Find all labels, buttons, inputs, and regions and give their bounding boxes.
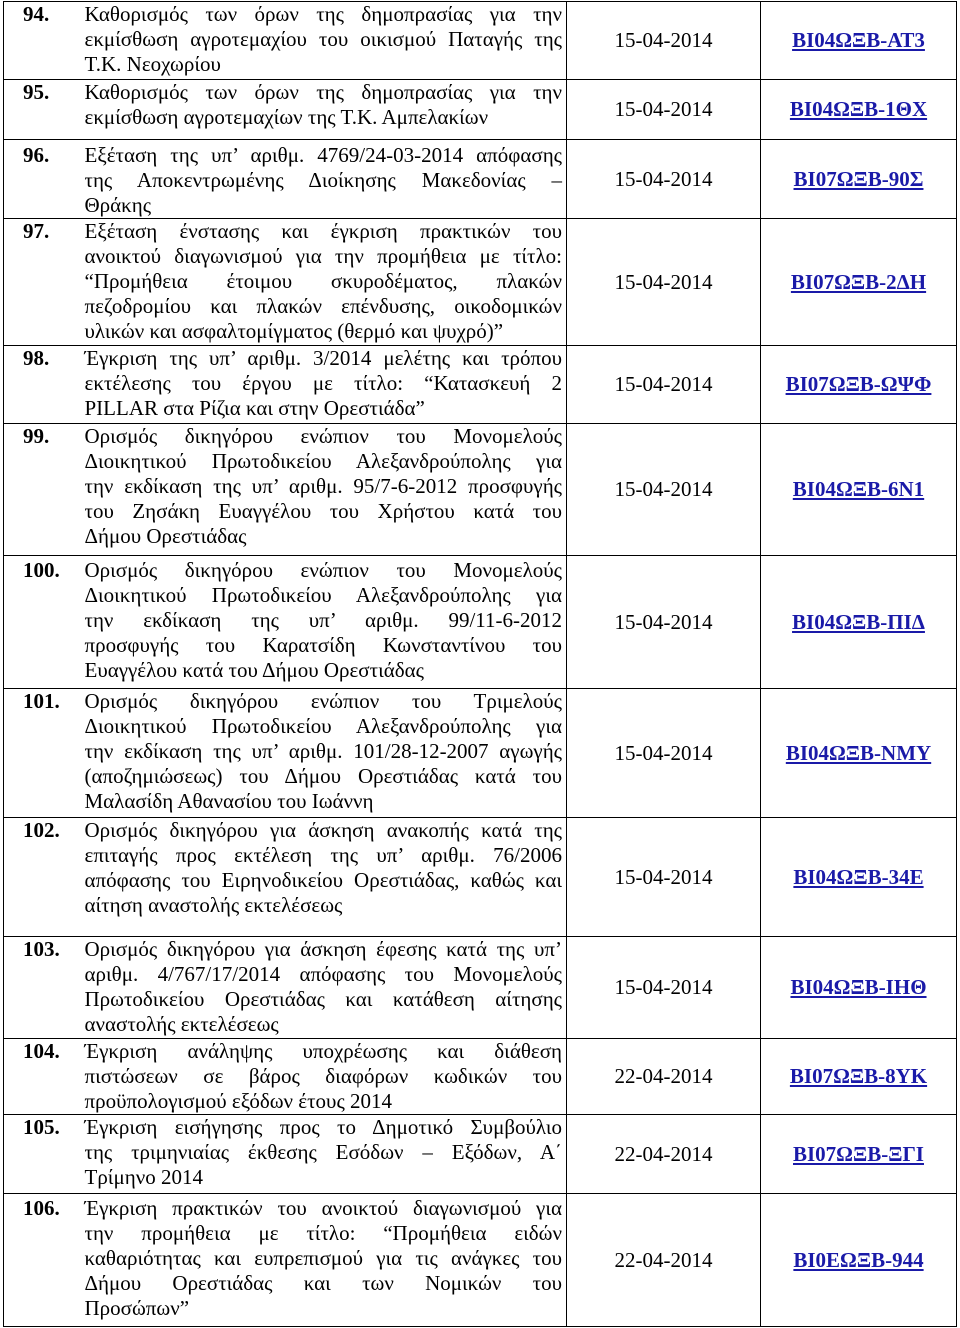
decision-date: 15-04-2014 bbox=[567, 346, 761, 424]
decision-number: 99. bbox=[4, 424, 81, 556]
subject-line: Εξέταση ένστασης και έγκριση πρακτικών του bbox=[84, 219, 562, 243]
decision-date: 15-04-2014 bbox=[567, 689, 761, 818]
decision-subject bbox=[81, 1115, 567, 1194]
decision-number: 100. bbox=[4, 556, 81, 689]
ada-code-link[interactable]: ΒΙ04ΩΞΒ-6Ν1 bbox=[792, 477, 925, 501]
subject-line: Δήμου Ορεστιάδας bbox=[84, 524, 247, 548]
decisions-table bbox=[3, 1, 957, 1327]
decision-subject bbox=[81, 937, 567, 1039]
ada-code-cell bbox=[761, 219, 957, 346]
decision-date: 15-04-2014 bbox=[567, 937, 761, 1039]
subject-line: επιταγής προς εκτέλεση της υπ’ αριθμ. 76/2006 bbox=[84, 843, 562, 867]
decision-row bbox=[4, 80, 957, 140]
decision-subject bbox=[81, 219, 567, 346]
decision-number: 102. bbox=[4, 818, 81, 937]
ada-code-cell bbox=[761, 2, 957, 80]
subject-line: Ορισμός δικηγόρου ενώπιον του Μονομελούς bbox=[84, 424, 562, 448]
subject-line: “Προμήθεια έτοιμου σκυροδέματος, πλακών bbox=[84, 269, 562, 293]
decision-number: 101. bbox=[4, 689, 81, 818]
subject-line: την εκδίκαση της υπ’ αριθμ. 95/7-6-2012 προσφυγής bbox=[84, 474, 562, 498]
subject-line: την προμήθεια με τίτλο: “Προμήθεια ειδών bbox=[84, 1221, 562, 1245]
subject-line: Καθορισμός των όρων της δημοπρασίας για την bbox=[84, 2, 562, 26]
subject-line: Τρίμηνο 2014 bbox=[84, 1165, 203, 1189]
ada-code-cell bbox=[761, 937, 957, 1039]
ada-code-link[interactable]: ΒΙ04ΩΞΒ-34Ε bbox=[793, 864, 924, 889]
decision-date: 22-04-2014 bbox=[567, 1194, 761, 1327]
ada-code-cell bbox=[761, 1115, 957, 1194]
ada-code-link[interactable]: ΒΙ0ΕΩΞΒ-944 bbox=[793, 1247, 924, 1272]
subject-line: Πρωτοδικείου Ορεστιάδας και κατάθεση αίτησης bbox=[84, 987, 562, 1011]
decision-row bbox=[4, 140, 957, 219]
subject-line: αναστολής εκτελέσεως bbox=[84, 1012, 279, 1036]
decision-date: 15-04-2014 bbox=[567, 219, 761, 346]
ada-code-cell bbox=[761, 80, 957, 140]
subject-line: του Ζησάκη Ευαγγέλου του Χρήστου κατά του bbox=[84, 499, 562, 523]
ada-code-cell bbox=[761, 1194, 957, 1327]
ada-code-link[interactable]: ΒΙ07ΩΞΒ-ΩΨΦ bbox=[785, 372, 932, 396]
decision-subject bbox=[81, 689, 567, 818]
decision-subject bbox=[81, 140, 567, 219]
decision-subject bbox=[81, 1194, 567, 1327]
subject-line: Διοικητικού Πρωτοδικείου Αλεξανδρούπολης για bbox=[84, 714, 562, 738]
decision-row bbox=[4, 1115, 957, 1194]
decision-subject bbox=[81, 1039, 567, 1115]
subject-line: Θράκης bbox=[84, 193, 152, 217]
decision-row bbox=[4, 2, 957, 80]
decision-date: 15-04-2014 bbox=[567, 556, 761, 689]
subject-line: Ορισμός δικηγόρου ενώπιον του Τριμελούς bbox=[84, 689, 562, 713]
subject-line: Διοικητικού Πρωτοδικείου Αλεξανδρούπολης για bbox=[84, 449, 562, 473]
subject-line: την εκδίκαση της υπ’ αριθμ. 99/11-6-2012 bbox=[84, 608, 562, 632]
decision-subject bbox=[81, 2, 567, 80]
ada-code-cell bbox=[761, 556, 957, 689]
decision-row bbox=[4, 1194, 957, 1327]
decision-date: 15-04-2014 bbox=[567, 818, 761, 937]
ada-code-cell bbox=[761, 140, 957, 219]
ada-code-cell bbox=[761, 818, 957, 937]
decision-subject bbox=[81, 80, 567, 140]
decision-row bbox=[4, 219, 957, 346]
subject-line: Τ.Κ. Νεοχωρίου bbox=[84, 52, 221, 76]
decision-subject bbox=[81, 346, 567, 424]
subject-line: Έγκριση ανάληψης υποχρέωσης και διάθεση bbox=[84, 1039, 562, 1063]
subject-line: προϋπολογισμού εξόδων έτους 2014 bbox=[84, 1089, 393, 1113]
subject-line: Ορισμός δικηγόρου για άσκηση έφεσης κατά της υπ’ bbox=[84, 937, 562, 961]
subject-line: ανοικτού διαγωνισμού για την προμήθεια με τίτλο: bbox=[84, 244, 562, 268]
decision-number: 105. bbox=[4, 1115, 81, 1194]
subject-line: Έγκριση εισήγησης προς το Δημοτικό Συμβούλιο bbox=[84, 1115, 562, 1139]
decision-row bbox=[4, 689, 957, 818]
decision-number: 106. bbox=[4, 1194, 81, 1327]
subject-line: εκμίσθωση αγροτεμαχίου του οικισμού Παταγής της bbox=[84, 27, 562, 51]
decision-date: 22-04-2014 bbox=[567, 1115, 761, 1194]
decision-subject bbox=[81, 818, 567, 937]
decision-number: 103. bbox=[4, 937, 81, 1039]
decision-date: 15-04-2014 bbox=[567, 140, 761, 219]
decision-number: 96. bbox=[4, 140, 81, 219]
subject-line: Καθορισμός των όρων της δημοπρασίας για την bbox=[84, 80, 562, 104]
subject-line: Προσώπων” bbox=[84, 1296, 190, 1320]
ada-code-link[interactable]: ΒΙ07ΩΞΒ-90Σ bbox=[793, 166, 924, 191]
subject-line: Έγκριση πρακτικών του ανοικτού διαγωνισμού για bbox=[84, 1196, 562, 1220]
subject-line: Δήμου Ορεστιάδας και των Νομικών του bbox=[84, 1271, 562, 1295]
decision-row bbox=[4, 424, 957, 556]
decision-number: 94. bbox=[4, 2, 81, 80]
ada-code-link[interactable]: ΒΙ04ΩΞΒ-ΙΗΘ bbox=[790, 975, 927, 999]
decision-row bbox=[4, 1039, 957, 1115]
subject-line: PILLAR στα Ρίζια και στην Ορεστιάδα” bbox=[84, 396, 425, 420]
ada-code-cell bbox=[761, 424, 957, 556]
decision-row bbox=[4, 346, 957, 424]
decision-row bbox=[4, 818, 957, 937]
subject-line: υλικών και ασφαλτομίγματος (θερμό και ψυχρό)” bbox=[84, 319, 504, 343]
decision-number: 98. bbox=[4, 346, 81, 424]
decision-subject bbox=[81, 556, 567, 689]
subject-line: εκμίσθωση αγροτεμαχίων της Τ.Κ. Αμπελακίων bbox=[84, 105, 489, 129]
decision-date: 15-04-2014 bbox=[567, 2, 761, 80]
subject-line: πιστώσεων σε βάρος διαφόρων κωδικών του bbox=[84, 1064, 562, 1088]
subject-line: πεζοδρομίου και πλακών επένδυσης, οικοδομικών bbox=[84, 294, 562, 318]
subject-line: την εκδίκαση της υπ’ αριθμ. 101/28-12-2007 αγωγής bbox=[84, 739, 562, 763]
decision-row bbox=[4, 556, 957, 689]
decision-number: 95. bbox=[4, 80, 81, 140]
subject-line: της τριμηνιαίας έκθεσης Εσόδων – Εξόδων, Α΄ bbox=[84, 1140, 562, 1164]
subject-line: Ευαγγέλου κατά του Δήμου Ορεστιάδας bbox=[84, 658, 424, 682]
subject-line: αίτηση αναστολής εκτελέσεως bbox=[84, 893, 343, 917]
subject-line: Ορισμός δικηγόρου για άσκηση ανακοπής κατά της bbox=[84, 818, 562, 842]
decision-date: 22-04-2014 bbox=[567, 1039, 761, 1115]
ada-code-cell bbox=[761, 689, 957, 818]
subject-line: Μαλασίδη Αθανασίου του Ιωάννη bbox=[84, 789, 374, 813]
subject-line: προσφυγής του Καρατσίδη Κωνσταντίνου του bbox=[84, 633, 562, 657]
decision-date: 15-04-2014 bbox=[567, 80, 761, 140]
decision-row bbox=[4, 937, 957, 1039]
decision-number: 97. bbox=[4, 219, 81, 346]
subject-line: αριθμ. 4/767/17/2014 απόφασης του Μονομελούς bbox=[84, 962, 562, 986]
ada-code-link[interactable]: ΒΙ04ΩΞΒ-1ΘΧ bbox=[789, 97, 928, 121]
ada-code-link[interactable]: ΒΙ04ΩΞΒ-ΑΤ3 bbox=[792, 28, 925, 52]
decision-subject bbox=[81, 424, 567, 556]
ada-code-link[interactable]: ΒΙ07ΩΞΒ-2ΔΗ bbox=[790, 269, 927, 294]
subject-line: εκτέλεσης του έργου με τίτλο: “Κατασκευή 2 bbox=[84, 371, 562, 395]
subject-line: καθαριότητας και ευπρεπισμού για τις ανάγκες του bbox=[84, 1246, 562, 1270]
ada-code-link[interactable]: ΒΙ04ΩΞΒ-ΠΙΔ bbox=[792, 609, 925, 634]
subject-line: (αποζημιώσεως) του Δήμου Ορεστιάδας κατά του bbox=[84, 764, 562, 788]
subject-line: Εξέταση της υπ’ αριθμ. 4769/24-03-2014 απόφασης bbox=[84, 143, 562, 167]
subject-line: Ορισμός δικηγόρου ενώπιον του Μονομελούς bbox=[84, 558, 562, 582]
ada-code-cell bbox=[761, 1039, 957, 1115]
subject-line: Έγκριση της υπ’ αριθμ. 3/2014 μελέτης και τρόπου bbox=[84, 346, 562, 370]
ada-code-link[interactable]: ΒΙ07ΩΞΒ-8ΥΚ bbox=[789, 1064, 928, 1088]
subject-line: απόφασης του Ειρηνοδικείου Ορεστιάδας, καθώς και bbox=[84, 868, 562, 892]
subject-line: Διοικητικού Πρωτοδικείου Αλεξανδρούπολης για bbox=[84, 583, 562, 607]
ada-code-link[interactable]: ΒΙ07ΩΞΒ-ΞΓΙ bbox=[793, 1141, 924, 1166]
ada-code-cell bbox=[761, 346, 957, 424]
ada-code-link[interactable]: ΒΙ04ΩΞΒ-ΝΜΥ bbox=[785, 740, 932, 765]
decision-date: 15-04-2014 bbox=[567, 424, 761, 556]
subject-line: της Αποκεντρωμένης Διοίκησης Μακεδονίας – bbox=[84, 168, 562, 192]
decision-number: 104. bbox=[4, 1039, 81, 1115]
